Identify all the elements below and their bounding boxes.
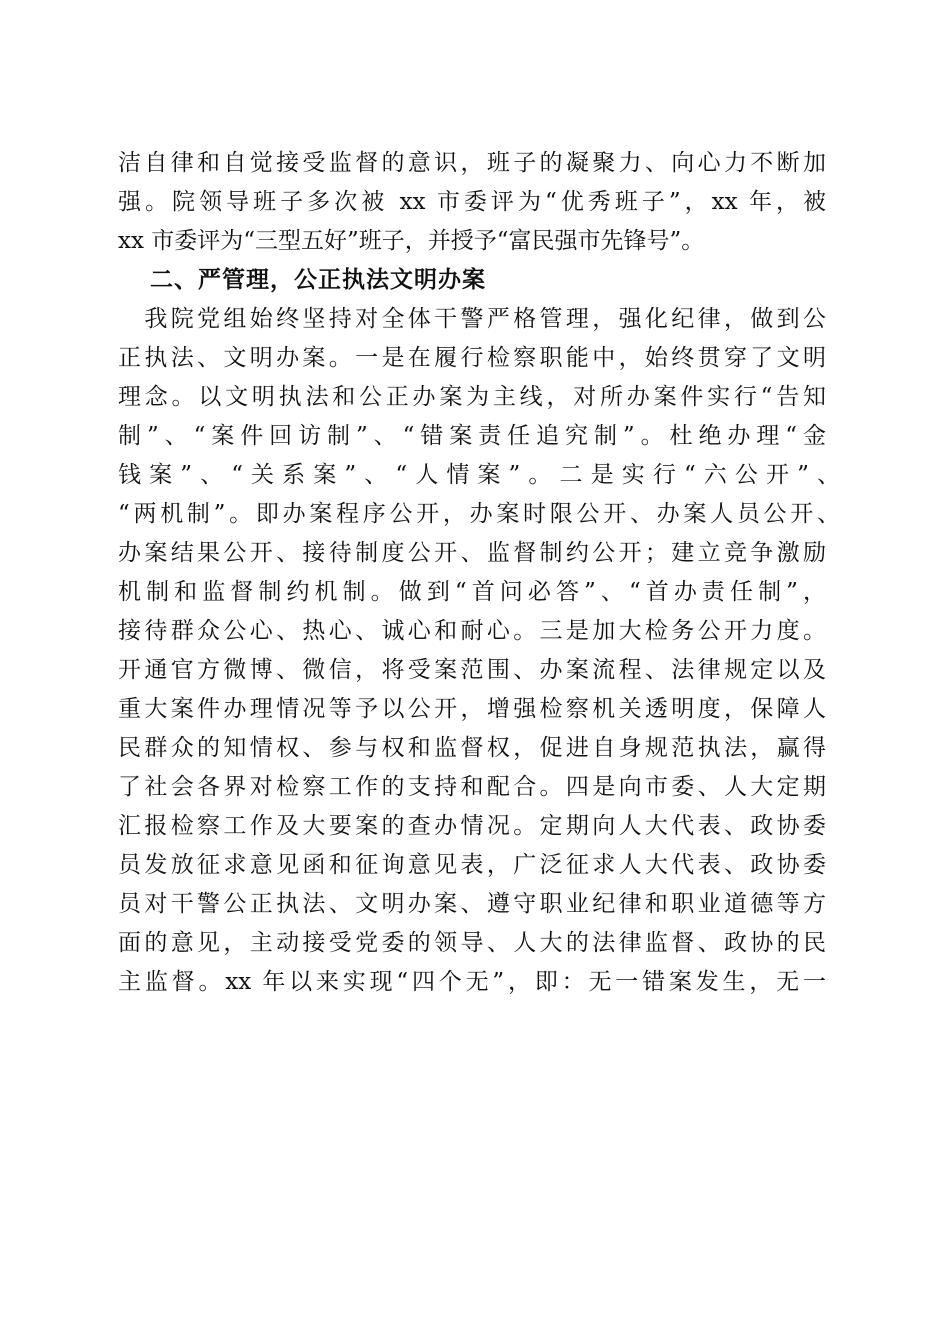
paragraph-line: 民群众的知情权、参与权和监督权，促进自身规范执法，赢得 [118, 735, 826, 761]
paragraph-line: 洁自律和自觉接受监督的意识，班子的凝聚力、向心力不断加 [118, 150, 826, 176]
paragraph-line: 汇报检察工作及大要案的查办情况。定期向人大代表、政协委 [118, 813, 826, 839]
paragraph-line: 重大案件办理情况等予以公开，增强检察机关透明度，保障人 [118, 696, 826, 722]
paragraph-line: 正执法、文明办案。一是在履行检察职能中，始终贯穿了文明 [118, 345, 826, 371]
paragraph-line: 理念。以文明执法和公正办案为主线，对所办案件实行“告知 [118, 384, 826, 410]
paragraph-line: 接待群众公心、热心、诚心和耐心。三是加大检务公开力度。 [118, 618, 826, 644]
paragraph-line: 制”、“案件回访制”、“错案责任追究制”。杜绝办理“金 [118, 423, 826, 449]
paragraph-line: 机制和监督制约机制。做到“首问必答”、“首办责任制”， [118, 579, 826, 605]
paragraph-line: xx 市委评为“三型五好”班子，并授予“富民强市先锋号”。 [118, 228, 705, 254]
paragraph-line: 员对干警公正执法、文明办案、遵守职业纪律和职业道德等方 [118, 891, 826, 917]
paragraph-line: 我院党组始终坚持对全体干警严格管理，强化纪律，做到公 [118, 306, 826, 332]
paragraph-line: 面的意见，主动接受党委的领导、人大的法律监督、政协的民 [118, 930, 826, 956]
paragraph-line: 员发放征求意见函和征询意见表，广泛征求人大代表、政协委 [118, 852, 826, 878]
paragraph-line: 强。院领导班子多次被 xx 市委评为“优秀班子”，xx 年，被 [118, 189, 826, 215]
paragraph-line: 主监督。xx 年以来实现“四个无”，即：无一错案发生，无一 [118, 969, 826, 995]
paragraph-line: 办案结果公开、接待制度公开、监督制约公开；建立竞争激励 [118, 540, 826, 566]
paragraph-line: 了社会各界对检察工作的支持和配合。四是向市委、人大定期 [118, 774, 826, 800]
paragraph-line: “两机制”。即办案程序公开，办案时限公开、办案人员公开、 [118, 501, 840, 527]
paragraph-line: 开通官方微博、微信，将受案范围、办案流程、法律规定以及 [118, 657, 826, 683]
section-heading: 二、严管理，公正执法文明办案 [150, 267, 486, 293]
paragraph-line: 钱案”、“关系案”、“人情案”。二是实行“六公开”、 [118, 462, 840, 488]
